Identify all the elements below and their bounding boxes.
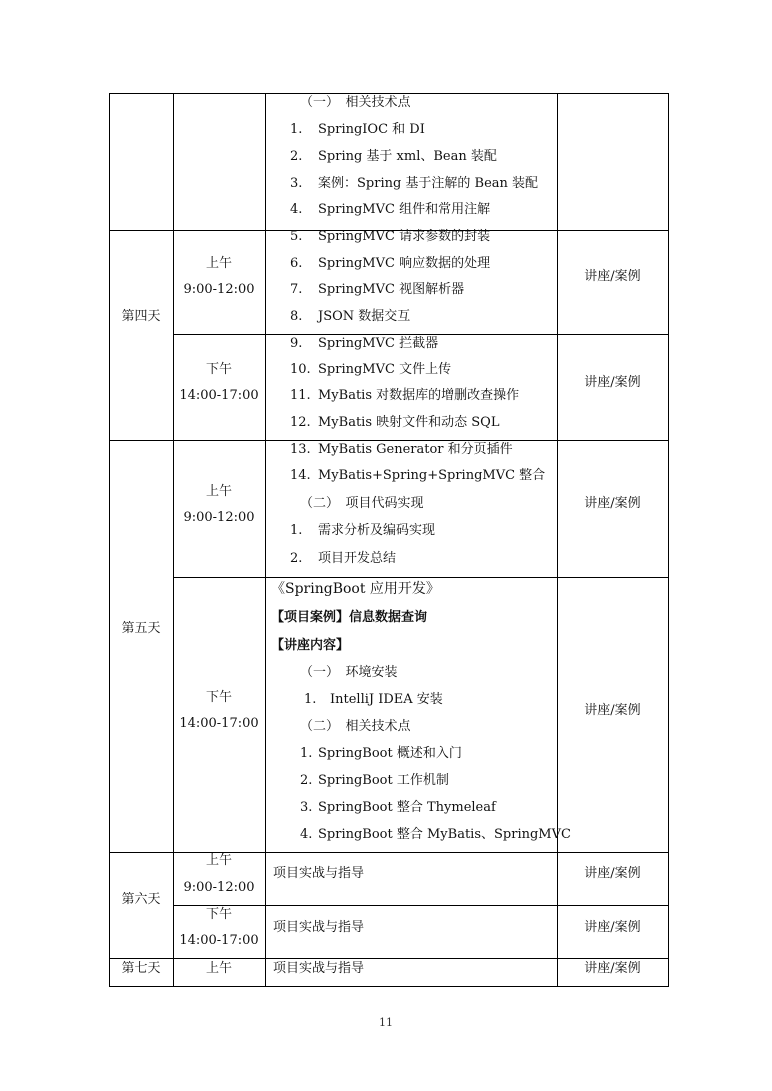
method-cell: 讲座/案例 — [584, 496, 641, 511]
list-item: 2. Spring 基于 xml、Bean 装配 — [290, 149, 497, 164]
list-item: 3. SpringBoot 整合 Thymeleaf — [300, 800, 496, 815]
method-cell: 讲座/案例 — [584, 375, 641, 390]
row-divider — [173, 905, 669, 906]
session-label: 上午 — [205, 961, 232, 976]
session-time: 14:00-17:00 — [179, 716, 259, 731]
list-item: 1. SpringIOC 和 DI — [290, 122, 425, 137]
content-cell: 项目实战与指导 — [273, 961, 365, 976]
method-cell: 讲座/案例 — [584, 961, 641, 976]
session-time: 9:00-12:00 — [183, 510, 255, 525]
list-item: 10. SpringMVC 文件上传 — [290, 362, 452, 377]
section-heading: （二） 项目代码实现 — [300, 496, 424, 511]
session-label: 上午 — [205, 484, 232, 499]
list-item: 5. SpringMVC 请求参数的封装 — [290, 229, 491, 244]
table-border-right — [668, 93, 669, 987]
list-item: 9. SpringMVC 拦截器 — [290, 336, 439, 351]
session-label: 下午 — [205, 690, 232, 705]
row-divider — [109, 958, 669, 959]
session-time: 9:00-12:00 — [183, 282, 255, 297]
lecture-heading: 【讲座内容】 — [271, 638, 350, 653]
list-item: 4. SpringBoot 整合 MyBatis、SpringMVC — [300, 827, 571, 842]
section-heading: （一） 相关技术点 — [300, 95, 411, 110]
row-divider — [109, 440, 669, 441]
list-item: 8. JSON 数据交互 — [290, 309, 411, 324]
method-cell: 讲座/案例 — [584, 269, 641, 284]
session-time: 9:00-12:00 — [183, 880, 255, 895]
table-border-top — [109, 93, 669, 94]
list-item: 1. IntelliJ IDEA 安装 — [304, 692, 443, 707]
list-item: 2. SpringBoot 工作机制 — [300, 773, 449, 788]
session-label: 上午 — [205, 853, 232, 868]
section-heading: （二） 相关技术点 — [300, 719, 411, 734]
list-item: 14. MyBatis+Spring+SpringMVC 整合 — [290, 468, 546, 483]
list-item: 11. MyBatis 对数据库的增删改查操作 — [290, 388, 520, 403]
column-divider — [557, 93, 558, 987]
list-item: 12. MyBatis 映射文件和动态 SQL — [290, 415, 500, 430]
list-item: 2. 项目开发总结 — [290, 551, 397, 566]
content-cell: 项目实战与指导 — [273, 866, 365, 881]
list-item: 1. 需求分析及编码实现 — [290, 523, 436, 538]
session-label: 上午 — [205, 256, 232, 271]
page-number: 11 — [379, 1016, 393, 1029]
method-cell: 讲座/案例 — [584, 920, 641, 935]
list-item: 6. SpringMVC 响应数据的处理 — [290, 256, 491, 271]
method-cell: 讲座/案例 — [584, 703, 641, 718]
row-divider — [173, 334, 669, 335]
session-time: 14:00-17:00 — [179, 388, 259, 403]
list-item: 13. MyBatis Generator 和分页插件 — [290, 442, 513, 457]
list-item: 7. SpringMVC 视图解析器 — [290, 282, 465, 297]
table-border-left — [109, 93, 110, 987]
session-label: 下午 — [205, 907, 232, 922]
session-time: 14:00-17:00 — [179, 933, 259, 948]
content-cell: 项目实战与指导 — [273, 920, 365, 935]
case-heading: 【项目案例】信息数据查询 — [271, 610, 428, 625]
list-item: 1. SpringBoot 概述和入门 — [300, 746, 462, 761]
day-label: 第六天 — [121, 892, 161, 907]
session-label: 下午 — [205, 362, 232, 377]
table-border-bottom — [109, 986, 669, 987]
method-cell: 讲座/案例 — [584, 866, 641, 881]
column-divider — [265, 93, 266, 987]
row-divider — [173, 577, 669, 578]
list-item: 4. SpringMVC 组件和常用注解 — [290, 202, 491, 217]
course-title: 《SpringBoot 应用开发》 — [271, 581, 440, 597]
section-heading: （一） 环境安装 — [300, 665, 398, 680]
day-label: 第七天 — [121, 961, 161, 976]
day-label: 第五天 — [121, 621, 161, 636]
day-label: 第四天 — [121, 309, 161, 324]
list-item: 3. 案例：Spring 基于注解的 Bean 装配 — [290, 176, 539, 191]
